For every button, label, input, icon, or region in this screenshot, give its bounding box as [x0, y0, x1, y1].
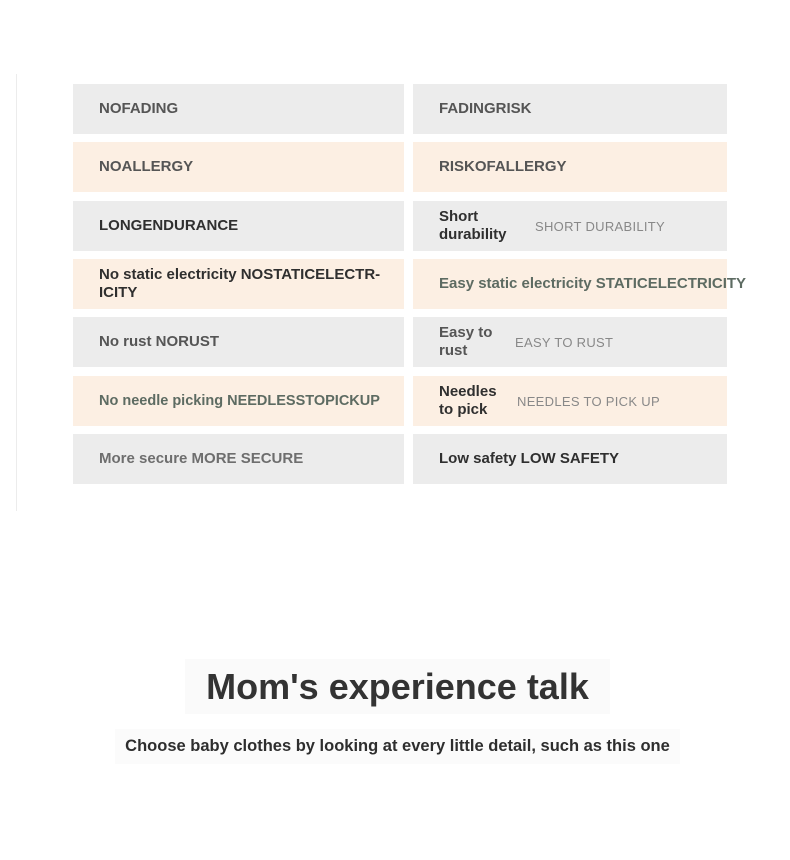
cell-sublabel: NEEDLES TO PICK UP [517, 393, 660, 409]
left-cell-more-secure [73, 434, 404, 484]
section-subtitle: Choose baby clothes by looking at every little detail, such as this one [115, 729, 680, 764]
right-cell-easy-to-rust [413, 317, 727, 367]
cell-label: LONGENDURANCE [99, 217, 239, 234]
cell-label: Short durability [439, 208, 507, 243]
cell-label: No static electricity NOSTATICELECTR-ICITY [99, 266, 381, 301]
right-cell-low-safety [413, 434, 727, 484]
left-cell-no-allergy [73, 142, 404, 192]
cell-label: Low safety LOW SAFETY [439, 450, 620, 467]
left-cell-no-needle [73, 376, 404, 426]
cell-label: Easy to rust [439, 324, 493, 359]
right-cell-risk-of-allergy [413, 142, 727, 192]
cell-label: More secure MORE SECURE [99, 450, 304, 467]
cell-label: NOALLERGY [99, 158, 194, 175]
cell-label: NOFADING [99, 100, 179, 117]
cell-label: FADINGRISK [439, 100, 532, 117]
right-cell-short-durability [413, 201, 727, 251]
right-cell-easy-static [413, 259, 747, 309]
cell-label: Easy static electricity STATICELECTRICITY [439, 275, 747, 292]
cell-label: RISKOFALLERGY [439, 158, 567, 175]
cell-label: No rust NORUST [99, 333, 219, 350]
divider-line [16, 74, 17, 511]
cell-label: Needles to pick [439, 383, 497, 418]
cell-label: No needle picking NEEDLESSTOPICKUP [99, 393, 380, 409]
cell-sublabel: SHORT DURABILITY [535, 218, 666, 234]
left-cell-no-static [73, 259, 404, 309]
left-cell-long-endurance [73, 201, 404, 251]
section-title: Mom's experience talk [185, 659, 610, 714]
right-cell-fading-risk [413, 84, 727, 134]
left-cell-no-fading [73, 84, 404, 134]
left-cell-no-rust [73, 317, 404, 367]
cell-sublabel: EASY TO RUST [515, 334, 614, 350]
right-cell-needles-to-pick [413, 376, 727, 426]
